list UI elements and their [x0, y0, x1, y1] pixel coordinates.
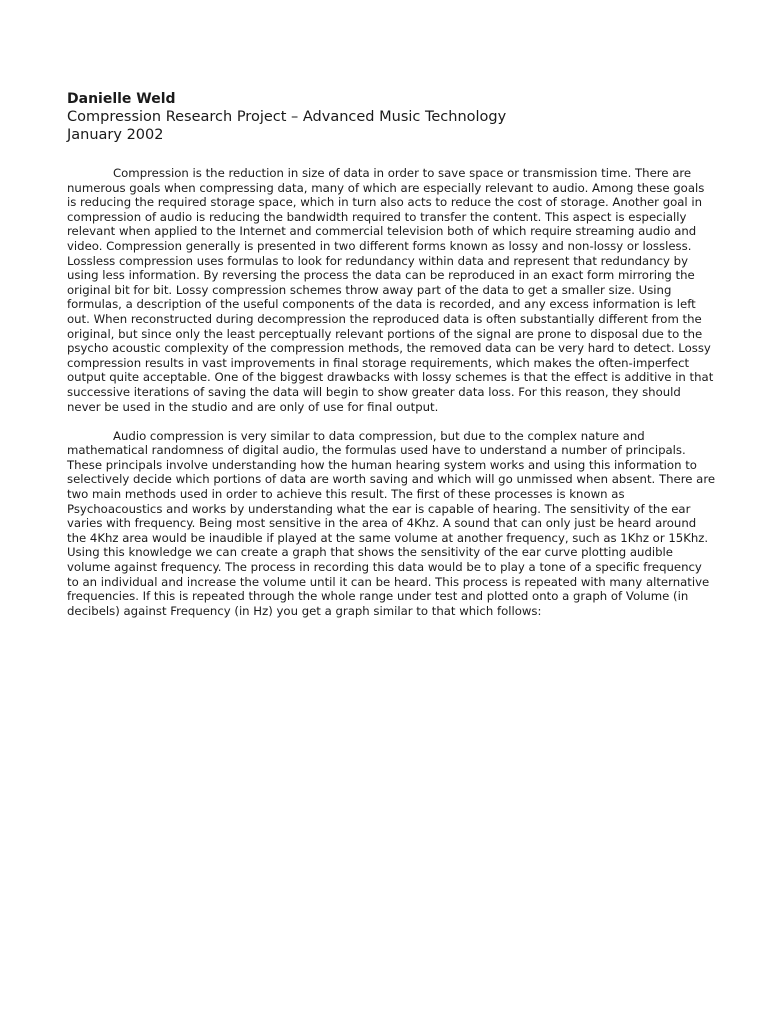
- document-body: [67, 166, 717, 618]
- paragraph-compression-intro: Compression is the reduction in size of data in order to save space or transmission time. There are numerous goals when compressing data, many of which are especially relevant to audio. Among these goals is reducing the required storage space, which in turn also acts to reduce the cost of storage. Another goal in compression of audio is reducing the bandwidth required to transfer the content. This aspect is especially relevant when applied to the Internet and commercial television both of which require streaming audio and video. Compression generally is presented in two different forms known as lossy and non-lossy or lossless. Lossless compression uses formulas to look for redundancy within data and represent that redundancy by using less information. By reversing the process the data can be reproduced in an exact form mirroring the original bit for bit. Lossy compression schemes throw away part of the data to get a smaller size. Using formulas, a description of the useful components of the data is recorded, and any excess information is left out. When reconstructed during decompression the reproduced data is often substantially different from the original, but since only the least perceptually relevant portions of the signal are prone to disposal due to the psycho acoustic complexity of the compression methods, the removed data can be very hard to detect. Lossy compression results in vast improvements in final storage requirements, which makes the often-imperfect output quite acceptable. One of the biggest drawbacks with lossy schemes is that the effect is additive in that successive iterations of saving the data will begin to show greater data loss. For this reason, they should never be used in the studio and are only of use for final output.: [67, 166, 714, 414]
- document-date: January 2002: [67, 127, 164, 143]
- document-subtitle: Compression Research Project – Advanced Music Technology: [67, 109, 507, 125]
- paragraph-audio-compression: Audio compression is very similar to data compression, but due to the complex nature and mathematical randomness of digital audio, the formulas used have to understand a number of principals. These principals involve understanding how the human hearing system works and using this information to selectively decide which portions of data are worth saving and which will go unmissed when absent. There are two main methods used in order to achieve this result. The first of these processes is known as Psychoacoustics and works by understanding what the ear is capable of hearing. The sensitivity of the ear varies with frequency. Being most sensitive in the area of 4Khz. A sound that can only just be heard around the 4Khz area would be inaudible if played at the same volume at another frequency, such as 1Khz or 15Khz. Using this knowledge we can create a graph that shows the sensitivity of the ear curve plotting audible volume against frequency. The process in recording this data would be to play a tone of a specific frequency to an individual and increase the volume until it can be heard. This process is repeated with many alternative frequencies. If this is repeated through the whole range under test and plotted onto a graph of Volume (in decibels) against Frequency (in Hz) you get a graph similar to that which follows:: [67, 428, 716, 618]
- author-name: Danielle Weld: [67, 91, 176, 107]
- document-page: [67, 90, 717, 618]
